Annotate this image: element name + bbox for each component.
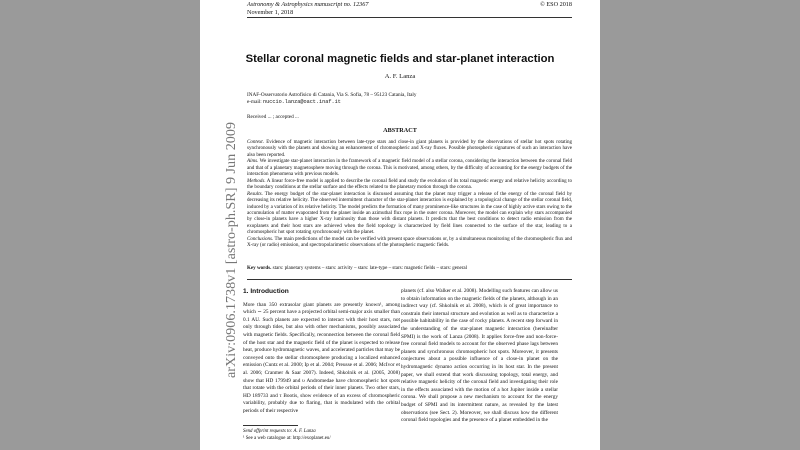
received-line: Received ... ; accepted ... xyxy=(247,114,299,120)
arxiv-stamp-text: arXiv:0906.1738v1 [astro-ph.SR] 9 Jun 2009 xyxy=(224,124,239,378)
paper-title: Stellar coronal magnetic fields and star-planet interaction xyxy=(245,53,555,65)
abstract xyxy=(247,139,572,249)
abstract-aims: Aims. We investigate star-planet interaction in the framework of a magnetic field model of a stellar corona, considering the interaction between the coronal field and that of a planetary magnetosphere moving through the corona. This is motivated, among others, by the difficulty of accounting for the energy budgets of the interaction phenomena with previous models. xyxy=(247,158,572,178)
journal-line: Astronomy & Astrophysics manuscript no. 12367 xyxy=(247,1,369,8)
abstract-results: Results. The energy budget of the star-planet interaction is discussed assuming that the planet may trigger a release of the energy of the coronal field by decreasing its relative helicity. The observed intermittent character of the star-planet interaction is explained by a topological change of the stellar coronal field, induced by a variation of its relative helicity. The model predicts the formation of many prominence-like structures in the case of highly active stars owing to the accumulation of matter evaporated from the planet inside an azimuthal flux rope in the outer corona. Moreover, the model can explain why stars accompanied by close-in planets have a higher X-ray luminosity than those with distant planets. It predicts that the best conditions to detect radio emission from the exoplanets and their host stars are achieved when the field topology is characterized by field lines connected to the surface of the star, leading to a chromospheric hot spot rotating synchronously with the planet. xyxy=(247,190,572,236)
abstract-title: ABSTRACT xyxy=(383,127,417,134)
keywords-label: Key words. xyxy=(247,265,272,271)
keywords-text: stars: planetary systems – stars: activity – stars: late-type – stars: magnetic fields – stars: general xyxy=(272,265,468,271)
intro-paragraph-right: planets (cf. also Walker et al. 2008). Modelling such features can allow us to obtain information on the magnetic fields of the planets, although in an indirect way (cf. Shkolnik et al. 2008), which is of great importance to constrain their internal structure and evolution as well as to characterize a possible habitability in the case of rocky planets. A recent step forward in the understanding of the star-planet magnetic interaction (hereinafter SPMI) is the work of Lanza (2008). It applies force-free and non-force-free coronal field models to account for the observed phase lags between planets and synchronous chromospheric hot spots. Moreover, it presents conjectures about a possible influence of a close-in planet on the hydromagnetic dynamo action occurring in its host star. In the present paper, we shall extend that work discussing topology, total energy, and relative magnetic helicity of the coronal field and investigating their role in the effects associated with the motion of a hot Jupiter inside a stellar corona. We shall propose a new mechanism to account for the energy budget of SPMI and its intermittent nature, as revealed by the latest observations (see Sect. 2). Moreover, we shall discuss how the different coronal field topologies and the presence of a planet embedded in the xyxy=(401,288,558,424)
keywords xyxy=(247,265,572,272)
footnotes xyxy=(243,428,400,442)
offprint-note: Send offprint requests to: A. F. Lanza xyxy=(243,429,316,434)
arxiv-stamp-svg xyxy=(220,120,240,380)
email-link[interactable]: nuccio.lanza@oact.inaf.it xyxy=(263,99,341,105)
intro-paragraph-left: More than 350 extrasolar giant planets are presently known¹, among which ∼ 25 percent have a projected orbital semi-major axis smaller than 0.1 AU. Such planets are expected to interact with their host stars, not only through tides, but also with other mechanisms, possibly associated with magnetic fields. Specifically, reconnection between the coronal field of the host star and the magnetic field of the planet is expected to release heat, produce hydromagnetic waves, and accelerated particles that may be conveyed onto the stellar chromosphere producing a localized enhanced emission (Cuntz et al. 2000; Ip et al. 2004; Preusse et al. 2006; McIvor et al. 2006; Cranmer & Saar 2007). Indeed, Shkolnik et al. (2005, 2008) show that HD 179949 and υ Andromedae have chromospheric hot spots that rotate with the orbital periods of their inner planets. Two other stars, HD 189733 and τ Bootis, show evidence of an excess of chromospheric variability, probably due to flaring, that is modulated with the orbital periods of their respective xyxy=(243,301,400,414)
abstract-rule xyxy=(247,279,572,280)
footnote-1[interactable]: ¹ See a web catalogue at: http://exoplanet.eu/ xyxy=(243,436,331,442)
abstract-methods: Methods. A linear force-free model is applied to describe the coronal field and study the evolution of its total magnetic energy and relative helicity according to the boundary conditions at the stellar surface and the effects related to the planetary motion through the corona. xyxy=(247,177,573,191)
email-line xyxy=(247,99,416,106)
affiliation-block xyxy=(247,92,416,106)
email-label: e-mail: xyxy=(247,99,262,105)
header-rule xyxy=(247,17,572,18)
running-header xyxy=(247,1,572,17)
arxiv-stamp xyxy=(220,120,240,380)
paper-page xyxy=(200,0,600,450)
section-heading: 1. Introduction xyxy=(243,288,289,295)
copyright: © ESO 2018 xyxy=(540,1,572,8)
footnote-rule xyxy=(243,425,298,426)
abstract-context: Context. Evidence of magnetic interaction between late-type stars and close-in giant planets is provided by the observations of stellar hot spots rotating synchronously with the planets and showing an enhancement of chromospheric and X-ray fluxes. Possible photospheric signatures of such an interaction have also been reported. xyxy=(247,139,572,158)
affiliation: INAF-Osservatorio Astrofisico di Catania, Via S. Sofia, 78 – 95123 Catania, Italy xyxy=(247,92,417,98)
left-column xyxy=(243,288,400,416)
date-line: November 1, 2018 xyxy=(247,9,294,16)
right-column xyxy=(401,288,558,425)
author: A. F. Lanza xyxy=(384,73,416,80)
abstract-conclusions: Conclusions. The main predictions of the model can be verified with present space observations or, by a simultaneous monitoring of the chromospheric flux and X-ray (or radio) emission, and spectropolarimetric observations of the photospheric magnetic fields. xyxy=(247,235,572,249)
